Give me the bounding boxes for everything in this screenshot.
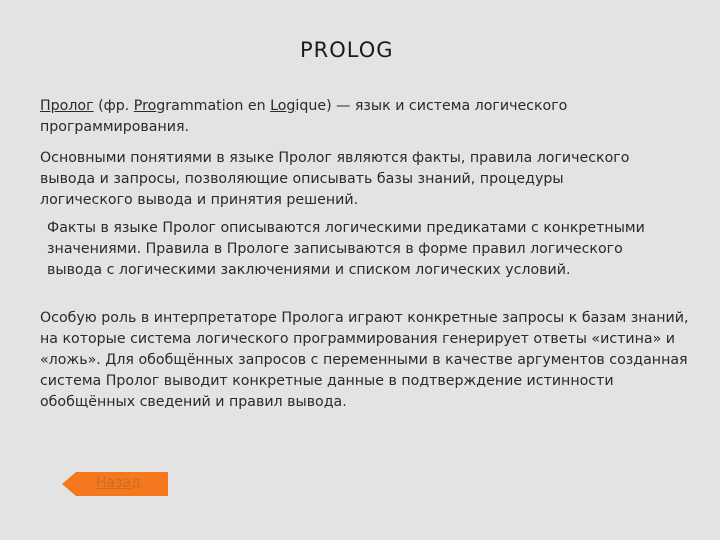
paragraph-concepts: Основными понятиями в языке Пролог являются факты, правила логического вывода и запросы, позволяющие описывать базы знаний, процедуры логического вывода и принятия решений. — [40, 150, 630, 208]
paragraph-intro-open: (фр. — [93, 98, 134, 114]
paragraph-queries: Особую роль в интерпретаторе Пролога играют конкретные запросы к базам знаний, на которые система логического программирования генерирует ответы «истина» и «ложь». Для обобщённых запросов с переменными в качестве аргументов созданная система Пролог выводит конкретные данные в подтверждение истинности обобщённых сведений и правил вывода. — [40, 310, 689, 410]
term-pro: Pro — [133, 98, 157, 114]
paragraph-intro-grammation: grammation en — [156, 98, 271, 114]
back-button-label[interactable]: Назад — [96, 475, 141, 491]
paragraph-facts: Факты в языке Пролог описываются логическими предикатами с конкретными значениями. Правила в Прологе записываются в форме правил логического вывода с логическими заключениями и списком логических условий. — [47, 220, 645, 278]
slide-title: PROLOG — [300, 38, 394, 62]
term-log: Log — [270, 98, 296, 114]
paragraph-intro — [40, 96, 670, 138]
paragraph-intro-rest: ique) — язык и система логического программирования. — [40, 98, 568, 135]
term-prolog: Пролог — [40, 98, 94, 114]
back-button[interactable] — [62, 472, 168, 496]
